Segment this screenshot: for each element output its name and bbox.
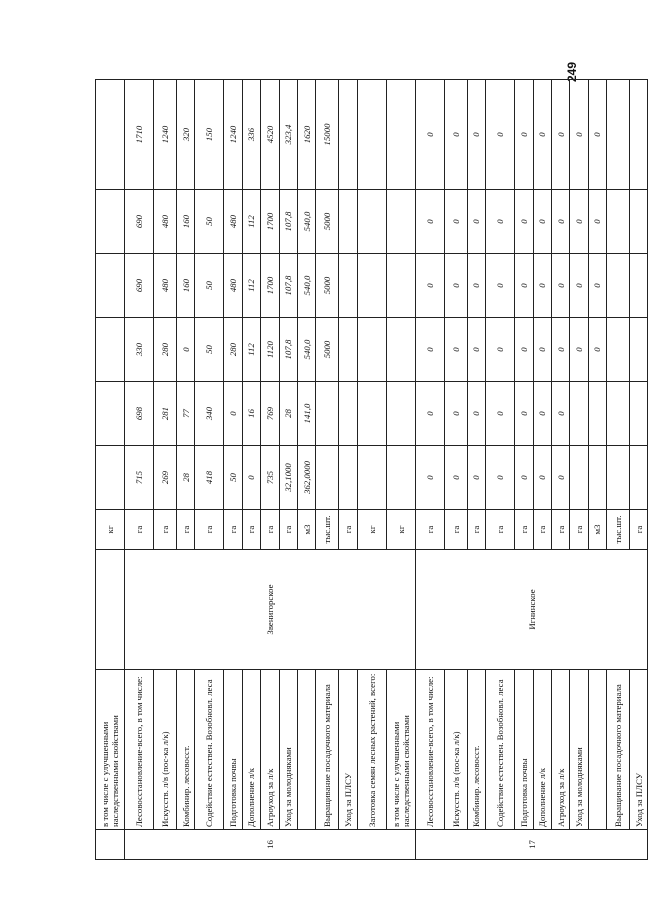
value-cell: 0: [224, 382, 242, 446]
value-cell: 0: [444, 254, 467, 318]
unit-cell: га: [570, 510, 588, 550]
unit-cell: га: [125, 510, 154, 550]
value-cell: [96, 254, 125, 318]
value-cell: 0: [551, 446, 569, 510]
value-cell: 330: [125, 318, 154, 382]
value-cell: 0: [570, 80, 588, 190]
value-cell: 0: [467, 190, 485, 254]
table-row: [125, 80, 154, 860]
value-cell: [630, 254, 648, 318]
table-row: [279, 80, 297, 860]
value-cell: 0: [444, 318, 467, 382]
value-cell: 1700: [261, 254, 279, 318]
value-cell: 480: [224, 190, 242, 254]
value-cell: [357, 318, 386, 382]
value-cell: 0: [551, 190, 569, 254]
value-cell: 1240: [224, 80, 242, 190]
value-cell: [607, 382, 630, 446]
work-type-cell: Дополнение л/к: [533, 670, 551, 830]
value-cell: 0: [533, 382, 551, 446]
table-row: [261, 80, 279, 860]
unit-cell: га: [551, 510, 569, 550]
value-cell: 540,0: [297, 254, 315, 318]
value-cell: 160: [177, 254, 195, 318]
value-cell: 160: [177, 190, 195, 254]
value-cell: 0: [515, 446, 533, 510]
value-cell: 112: [242, 318, 260, 382]
value-cell: [570, 382, 588, 446]
work-type-cell: Искусств. л/в (пос-ка л/к): [444, 670, 467, 830]
value-cell: 15000: [316, 80, 339, 190]
table-row: [195, 80, 224, 860]
value-cell: 690: [125, 190, 154, 254]
value-cell: [357, 382, 386, 446]
unit-cell: га: [533, 510, 551, 550]
value-cell: 0: [467, 318, 485, 382]
value-cell: 0: [551, 254, 569, 318]
value-cell: 690: [125, 254, 154, 318]
value-cell: 0: [467, 446, 485, 510]
table-row: [570, 80, 588, 860]
value-cell: [339, 446, 357, 510]
value-cell: 480: [154, 254, 177, 318]
work-type-cell: Комбинир. лесовосст.: [467, 670, 485, 830]
value-cell: 16: [242, 382, 260, 446]
table-row: [630, 80, 648, 860]
value-cell: [607, 80, 630, 190]
value-cell: 0: [467, 382, 485, 446]
value-cell: 0: [415, 190, 444, 254]
value-cell: 0: [570, 190, 588, 254]
value-cell: [96, 446, 125, 510]
table-row: [415, 80, 444, 860]
value-cell: 0: [588, 80, 606, 190]
value-cell: [386, 318, 415, 382]
value-cell: 0: [415, 382, 444, 446]
value-cell: [357, 80, 386, 190]
value-cell: 540,0: [297, 190, 315, 254]
value-cell: 150: [195, 80, 224, 190]
value-cell: [570, 446, 588, 510]
unit-cell: га: [154, 510, 177, 550]
work-type-cell: Комбинир. лесовосст.: [177, 670, 195, 830]
value-cell: 0: [486, 382, 515, 446]
work-type-cell: в том числе с улучшенными наследственными свойствами: [386, 670, 415, 830]
value-cell: 5000: [316, 190, 339, 254]
work-type-cell: Содействие естествен. Возобновл. леса: [195, 670, 224, 830]
value-cell: [316, 382, 339, 446]
value-cell: 0: [551, 382, 569, 446]
value-cell: [386, 382, 415, 446]
value-cell: 1240: [154, 80, 177, 190]
value-cell: 280: [154, 318, 177, 382]
value-cell: [339, 80, 357, 190]
value-cell: 480: [224, 254, 242, 318]
value-cell: [386, 190, 415, 254]
unit-cell: га: [195, 510, 224, 550]
work-type-cell: Подготовка почвы: [224, 670, 242, 830]
value-cell: 0: [515, 318, 533, 382]
value-cell: 0: [444, 446, 467, 510]
value-cell: 0: [533, 318, 551, 382]
work-type-cell: Лесовосстановление-всего, в том числе:: [415, 670, 444, 830]
value-cell: 0: [533, 190, 551, 254]
table-row: [607, 80, 630, 860]
value-cell: 0: [486, 190, 515, 254]
section-number: 16: [125, 830, 416, 860]
value-cell: 0: [444, 80, 467, 190]
value-cell: 0: [444, 382, 467, 446]
value-cell: 5000: [316, 318, 339, 382]
work-type-cell: Лесовосстановление-всего, в том числе:: [125, 670, 154, 830]
value-cell: [630, 446, 648, 510]
value-cell: 269: [154, 446, 177, 510]
table-row: [316, 80, 339, 860]
value-cell: [357, 254, 386, 318]
value-cell: [588, 446, 606, 510]
table-row: [357, 80, 386, 860]
value-cell: 715: [125, 446, 154, 510]
value-cell: 107,8: [279, 254, 297, 318]
work-type-cell: Заготовка семян лесных растений, всего:: [357, 670, 386, 830]
value-cell: [96, 382, 125, 446]
forest-restoration-table: [95, 79, 648, 860]
unit-cell: га: [515, 510, 533, 550]
value-cell: 0: [177, 318, 195, 382]
value-cell: 0: [415, 254, 444, 318]
value-cell: 0: [415, 446, 444, 510]
value-cell: 141,0: [297, 382, 315, 446]
table-row: [467, 80, 485, 860]
value-cell: 28: [279, 382, 297, 446]
unit-cell: м3: [588, 510, 606, 550]
section-number: 17: [415, 830, 648, 860]
value-cell: 735: [261, 446, 279, 510]
value-cell: 0: [588, 190, 606, 254]
unit-cell: га: [261, 510, 279, 550]
work-type-cell: в том числе с улучшенными наследственными свойствами: [96, 670, 125, 830]
value-cell: 0: [570, 318, 588, 382]
value-cell: [607, 446, 630, 510]
value-cell: 107,8: [279, 318, 297, 382]
value-cell: 50: [195, 254, 224, 318]
unit-cell: тыс.шт.: [607, 510, 630, 550]
table-row: [242, 80, 260, 860]
value-cell: [96, 190, 125, 254]
unit-cell: кг: [96, 510, 125, 550]
work-type-cell: Агроуход за л/к: [261, 670, 279, 830]
value-cell: [607, 254, 630, 318]
value-cell: [630, 318, 648, 382]
value-cell: [630, 80, 648, 190]
value-cell: 0: [486, 318, 515, 382]
value-cell: 107,8: [279, 190, 297, 254]
work-type-cell: Агроуход за л/к: [551, 670, 569, 830]
rotated-table-container: [95, 80, 644, 860]
table-row: [177, 80, 195, 860]
unit-cell: га: [242, 510, 260, 550]
unit-cell: га: [630, 510, 648, 550]
value-cell: [386, 254, 415, 318]
value-cell: 112: [242, 190, 260, 254]
work-type-cell: Уход за ПЛСУ: [630, 670, 648, 830]
work-type-cell: Содействие естествен. Возобновл. леса: [486, 670, 515, 830]
value-cell: [339, 318, 357, 382]
value-cell: [96, 80, 125, 190]
value-cell: 0: [415, 318, 444, 382]
work-type-cell: Дополнение л/к: [242, 670, 260, 830]
table-row: [486, 80, 515, 860]
value-cell: 0: [551, 318, 569, 382]
unit-cell: га: [467, 510, 485, 550]
table-body: [96, 80, 648, 860]
page-number: 249: [565, 61, 579, 83]
value-cell: [607, 190, 630, 254]
value-cell: 50: [195, 318, 224, 382]
value-cell: 0: [486, 446, 515, 510]
value-cell: [339, 254, 357, 318]
table-row: [551, 80, 569, 860]
value-cell: [357, 190, 386, 254]
value-cell: 698: [125, 382, 154, 446]
work-type-cell: Уход за молодняками: [279, 670, 297, 830]
value-cell: 0: [551, 80, 569, 190]
value-cell: 1120: [261, 318, 279, 382]
value-cell: 4520: [261, 80, 279, 190]
value-cell: 540,0: [297, 318, 315, 382]
value-cell: 0: [533, 80, 551, 190]
unit-cell: га: [444, 510, 467, 550]
value-cell: [339, 190, 357, 254]
value-cell: 418: [195, 446, 224, 510]
unit-cell: га: [339, 510, 357, 550]
table-row: [588, 80, 606, 860]
value-cell: [386, 446, 415, 510]
section-number: [96, 830, 125, 860]
value-cell: 32,1000: [279, 446, 297, 510]
value-cell: 112: [242, 254, 260, 318]
value-cell: 1700: [261, 190, 279, 254]
value-cell: 362,0000: [297, 446, 315, 510]
unit-cell: м3: [297, 510, 315, 550]
value-cell: 0: [588, 318, 606, 382]
value-cell: 0: [570, 254, 588, 318]
unit-cell: тыс.шт.: [316, 510, 339, 550]
value-cell: 0: [486, 80, 515, 190]
value-cell: [96, 318, 125, 382]
value-cell: 77: [177, 382, 195, 446]
value-cell: 0: [515, 382, 533, 446]
value-cell: [386, 80, 415, 190]
value-cell: 0: [467, 254, 485, 318]
value-cell: 281: [154, 382, 177, 446]
work-type-cell: Подготовка почвы: [515, 670, 533, 830]
unit-cell: га: [279, 510, 297, 550]
value-cell: 0: [415, 80, 444, 190]
work-type-cell: Уход за молодняками: [570, 670, 588, 830]
value-cell: 0: [533, 254, 551, 318]
value-cell: 340: [195, 382, 224, 446]
value-cell: 50: [195, 190, 224, 254]
value-cell: 320: [177, 80, 195, 190]
work-type-cell: [297, 670, 315, 830]
table-row: [339, 80, 357, 860]
forest-object: Звенигорское: [125, 550, 416, 670]
value-cell: [630, 190, 648, 254]
unit-cell: га: [224, 510, 242, 550]
value-cell: 0: [588, 254, 606, 318]
forest-object: [96, 550, 125, 670]
value-cell: 28: [177, 446, 195, 510]
value-cell: 1620: [297, 80, 315, 190]
table-row: [297, 80, 315, 860]
work-type-cell: Выращивание посадочного материала: [607, 670, 630, 830]
value-cell: 0: [533, 446, 551, 510]
value-cell: 0: [486, 254, 515, 318]
unit-cell: га: [177, 510, 195, 550]
value-cell: 0: [515, 190, 533, 254]
value-cell: 0: [467, 80, 485, 190]
table-row: [386, 80, 415, 860]
value-cell: [630, 382, 648, 446]
value-cell: [607, 318, 630, 382]
table-row: [444, 80, 467, 860]
work-type-cell: Искусств. л/в (пос-ка л/к): [154, 670, 177, 830]
work-type-cell: Выращивание посадочного материала: [316, 670, 339, 830]
unit-cell: га: [486, 510, 515, 550]
value-cell: 769: [261, 382, 279, 446]
value-cell: 1710: [125, 80, 154, 190]
value-cell: 0: [242, 446, 260, 510]
value-cell: 336: [242, 80, 260, 190]
unit-cell: кг: [357, 510, 386, 550]
value-cell: 50: [224, 446, 242, 510]
table-row: [533, 80, 551, 860]
table-row: [96, 80, 125, 860]
work-type-cell: [588, 670, 606, 830]
value-cell: 280: [224, 318, 242, 382]
value-cell: 480: [154, 190, 177, 254]
table-row: [515, 80, 533, 860]
table-row: [224, 80, 242, 860]
unit-cell: кг: [386, 510, 415, 550]
value-cell: 0: [515, 254, 533, 318]
value-cell: [339, 382, 357, 446]
value-cell: [588, 382, 606, 446]
value-cell: 0: [515, 80, 533, 190]
unit-cell: га: [415, 510, 444, 550]
work-type-cell: Уход за ПЛСУ: [339, 670, 357, 830]
forest-object: Игнинское: [415, 550, 648, 670]
value-cell: [357, 446, 386, 510]
value-cell: 5000: [316, 254, 339, 318]
table-row: [154, 80, 177, 860]
value-cell: 0: [444, 190, 467, 254]
value-cell: 323,4: [279, 80, 297, 190]
value-cell: [316, 446, 339, 510]
